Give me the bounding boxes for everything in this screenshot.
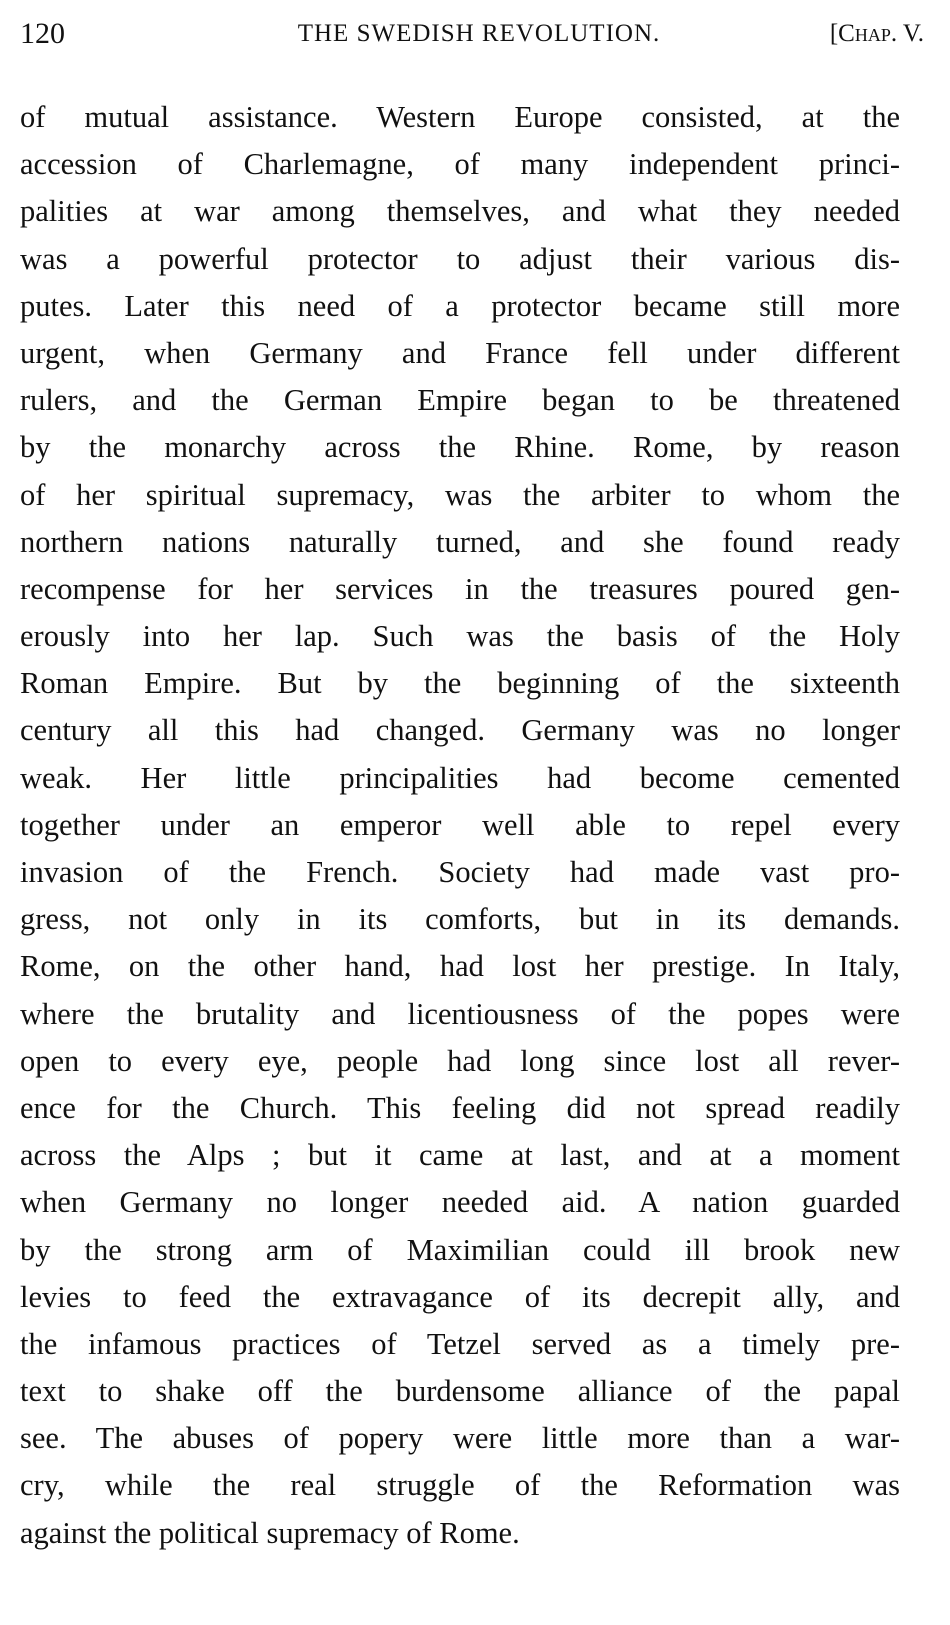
running-title: THE SWEDISH REVOLUTION. [297, 20, 661, 47]
page-number: 120 [20, 17, 65, 50]
text-line: invasion of the French. Society had made vast pro- [20, 855, 900, 889]
chapter-reference-text: [Chap. V. [829, 20, 924, 47]
text-line: together under an emperor well able to repel every [20, 807, 900, 842]
text-line: by the monarchy across the Rhine. Rome, by reason [20, 430, 900, 465]
text-line: was a powerful protector to adjust their various dis- [20, 241, 900, 276]
text-line: Rome, on the other hand, had lost her prestige. In Italy, [20, 949, 900, 984]
text-line: levies to feed the extravagance of its decrepit ally, and [20, 1279, 900, 1314]
text-line: rulers, and the German Empire began to be threatened [20, 383, 900, 418]
chapter-reference [830, 12, 924, 56]
text-line: accession of Charlemagne, of many independent princi- [20, 147, 900, 182]
text-line: when Germany no longer needed aid. A nation guarded [20, 1185, 900, 1220]
text-line: ence for the Church. This feeling did not spread readily [20, 1090, 900, 1125]
text-line: palities at war among themselves, and what they needed [20, 194, 900, 229]
text-line: against the political supremacy of Rome. [20, 1515, 520, 1550]
text-line: see. The abuses of popery were little more than a war- [20, 1421, 900, 1456]
text-line: recompense for her services in the treasures poured gen- [20, 571, 900, 606]
text-line: where the brutality and licentiousness of the popes were [20, 996, 900, 1031]
text-line: erously into her lap. Such was the basis of the Holy [20, 619, 900, 654]
text-line: putes. Later this need of a protector became still more [20, 288, 900, 323]
text-line: weak. Her little principalities had become cemented [20, 760, 900, 795]
running-head [20, 12, 924, 56]
text-line: of her spiritual supremacy, was the arbiter to whom the [20, 477, 900, 512]
text-line: century all this had changed. Germany was no longer [20, 713, 900, 748]
text-line: urgent, when Germany and France fell under different [20, 335, 900, 370]
text-line: of mutual assistance. Western Europe consisted, at the [20, 100, 900, 134]
body-text [20, 94, 900, 1557]
text-line: open to every eye, people had long since lost all rever- [20, 1043, 900, 1078]
text-line: by the strong arm of Maximilian could ill brook new [20, 1232, 900, 1267]
text-line: across the Alps ; but it came at last, and at a moment [20, 1138, 900, 1173]
text-line: Roman Empire. But by the beginning of the sixteenth [20, 666, 900, 701]
text-line: cry, while the real struggle of the Reformation was [20, 1468, 900, 1503]
text-line: gress, not only in its comforts, but in its demands. [20, 902, 900, 937]
text-line: northern nations naturally turned, and she found ready [20, 524, 900, 559]
text-line: text to shake off the burdensome alliance of the papal [20, 1374, 900, 1409]
text-line: the infamous practices of Tetzel served as a timely pre- [20, 1326, 900, 1361]
